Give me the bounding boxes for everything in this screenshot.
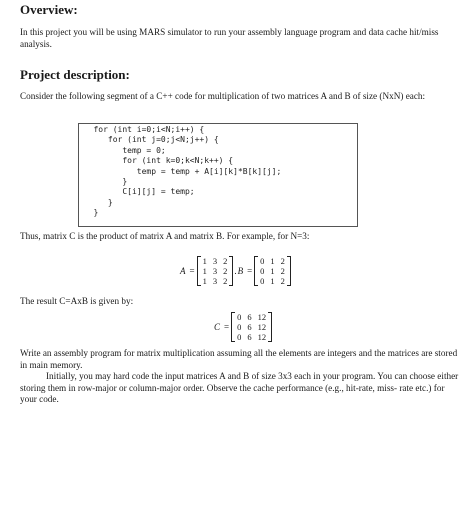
- matrix-cell: 2: [223, 256, 228, 266]
- matrix-cell: 1: [270, 266, 275, 276]
- matrix-row: [257, 266, 288, 276]
- matrix-cell: 1: [270, 276, 275, 286]
- matrix-cell: 1: [202, 256, 207, 266]
- code-line: }: [79, 176, 128, 186]
- code-line: temp = temp + A[i][k]*B[k][j];: [79, 166, 282, 176]
- matrix-equation-ab: [180, 256, 291, 286]
- result-text: The result C=AxB is given by:: [20, 296, 134, 306]
- matrix-cell: 2: [280, 266, 285, 276]
- code-line: for (int k=0;k<N;k++) {: [79, 156, 234, 166]
- matrix-row: [200, 276, 231, 286]
- matrix-cell: 1: [202, 276, 207, 286]
- matrix-row: [200, 266, 231, 276]
- matrix-cell: 0: [260, 276, 265, 286]
- matrix-cell: 3: [212, 266, 218, 276]
- matrix-cell: 6: [247, 322, 252, 332]
- matrix-a-label: A: [180, 266, 186, 276]
- code-line: }: [79, 197, 113, 207]
- matrix-row: [234, 332, 269, 342]
- matrix-cell: 3: [212, 276, 218, 286]
- equals-sign: =: [224, 322, 230, 332]
- description-intro: Consider the following segment of a C++ code for multiplication of two matrices A and B of size (NxN) each:: [20, 91, 426, 101]
- matrix-c: [231, 312, 272, 342]
- matrix-row: [234, 312, 269, 322]
- equals-sign: =: [189, 266, 195, 276]
- code-block: [78, 123, 358, 227]
- matrix-cell: 3: [212, 256, 218, 266]
- matrix-cell: 0: [260, 256, 265, 266]
- matrix-cell: 2: [280, 256, 285, 266]
- matrix-cell: 0: [237, 332, 242, 342]
- initially-text: Initially, you may hard code the input matrices A and B of size 3x3 each in your program. You can choose either storing them in row-major or column-major order. Observe the cache performance (e.g., hit-rate, miss- rate etc.) for your code.: [20, 371, 459, 404]
- matrix-a: [197, 256, 237, 286]
- matrix-equation-c: [214, 312, 272, 342]
- matrix-row: [200, 256, 231, 266]
- overview-text: In this project you will be using MARS simulator to run your assembly language program and data cache hit/miss analysis.: [20, 27, 439, 49]
- matrix-cell: 1: [270, 256, 275, 266]
- matrix-b-label: B: [237, 266, 244, 276]
- matrix-cell: 0: [260, 266, 265, 276]
- matrix-cell: 2: [280, 276, 285, 286]
- assignment-text: Write an assembly program for matrix multiplication assuming all the elements are integers and the matrices are stored in main memory.: [20, 348, 458, 370]
- matrix-cell: 2: [223, 266, 228, 276]
- matrix-cell: 1: [202, 266, 207, 276]
- code-line: for (int i=0;i<N;i++) {: [79, 125, 205, 134]
- matrix-b: [254, 256, 291, 286]
- matrix-cell: 6: [247, 312, 252, 322]
- matrix-cell: 6: [247, 332, 252, 342]
- matrix-cell: 12: [257, 322, 267, 332]
- code-line: }: [79, 208, 99, 218]
- matrix-separator: .: [234, 266, 237, 276]
- matrix-cell: 0: [237, 312, 242, 322]
- matrix-row: [257, 276, 288, 286]
- matrix-row: [234, 322, 269, 332]
- example-text: Thus, matrix C is the product of matrix A and matrix B. For example, for N=3:: [20, 231, 310, 241]
- code-line: for (int j=0;j<N;j++) {: [79, 135, 219, 145]
- matrix-cell: 2: [223, 276, 228, 286]
- overview-heading: Overview:: [20, 2, 78, 17]
- matrix-row: [257, 256, 288, 266]
- matrix-cell: 12: [257, 312, 267, 322]
- matrix-cell: 0: [237, 322, 242, 332]
- equals-sign: =: [247, 266, 253, 276]
- code-line: temp = 0;: [79, 145, 166, 155]
- code-line: C[i][j] = temp;: [79, 187, 195, 197]
- project-description-heading: Project description:: [20, 67, 130, 82]
- matrix-c-label: C: [214, 322, 221, 332]
- matrix-cell: 12: [257, 332, 267, 342]
